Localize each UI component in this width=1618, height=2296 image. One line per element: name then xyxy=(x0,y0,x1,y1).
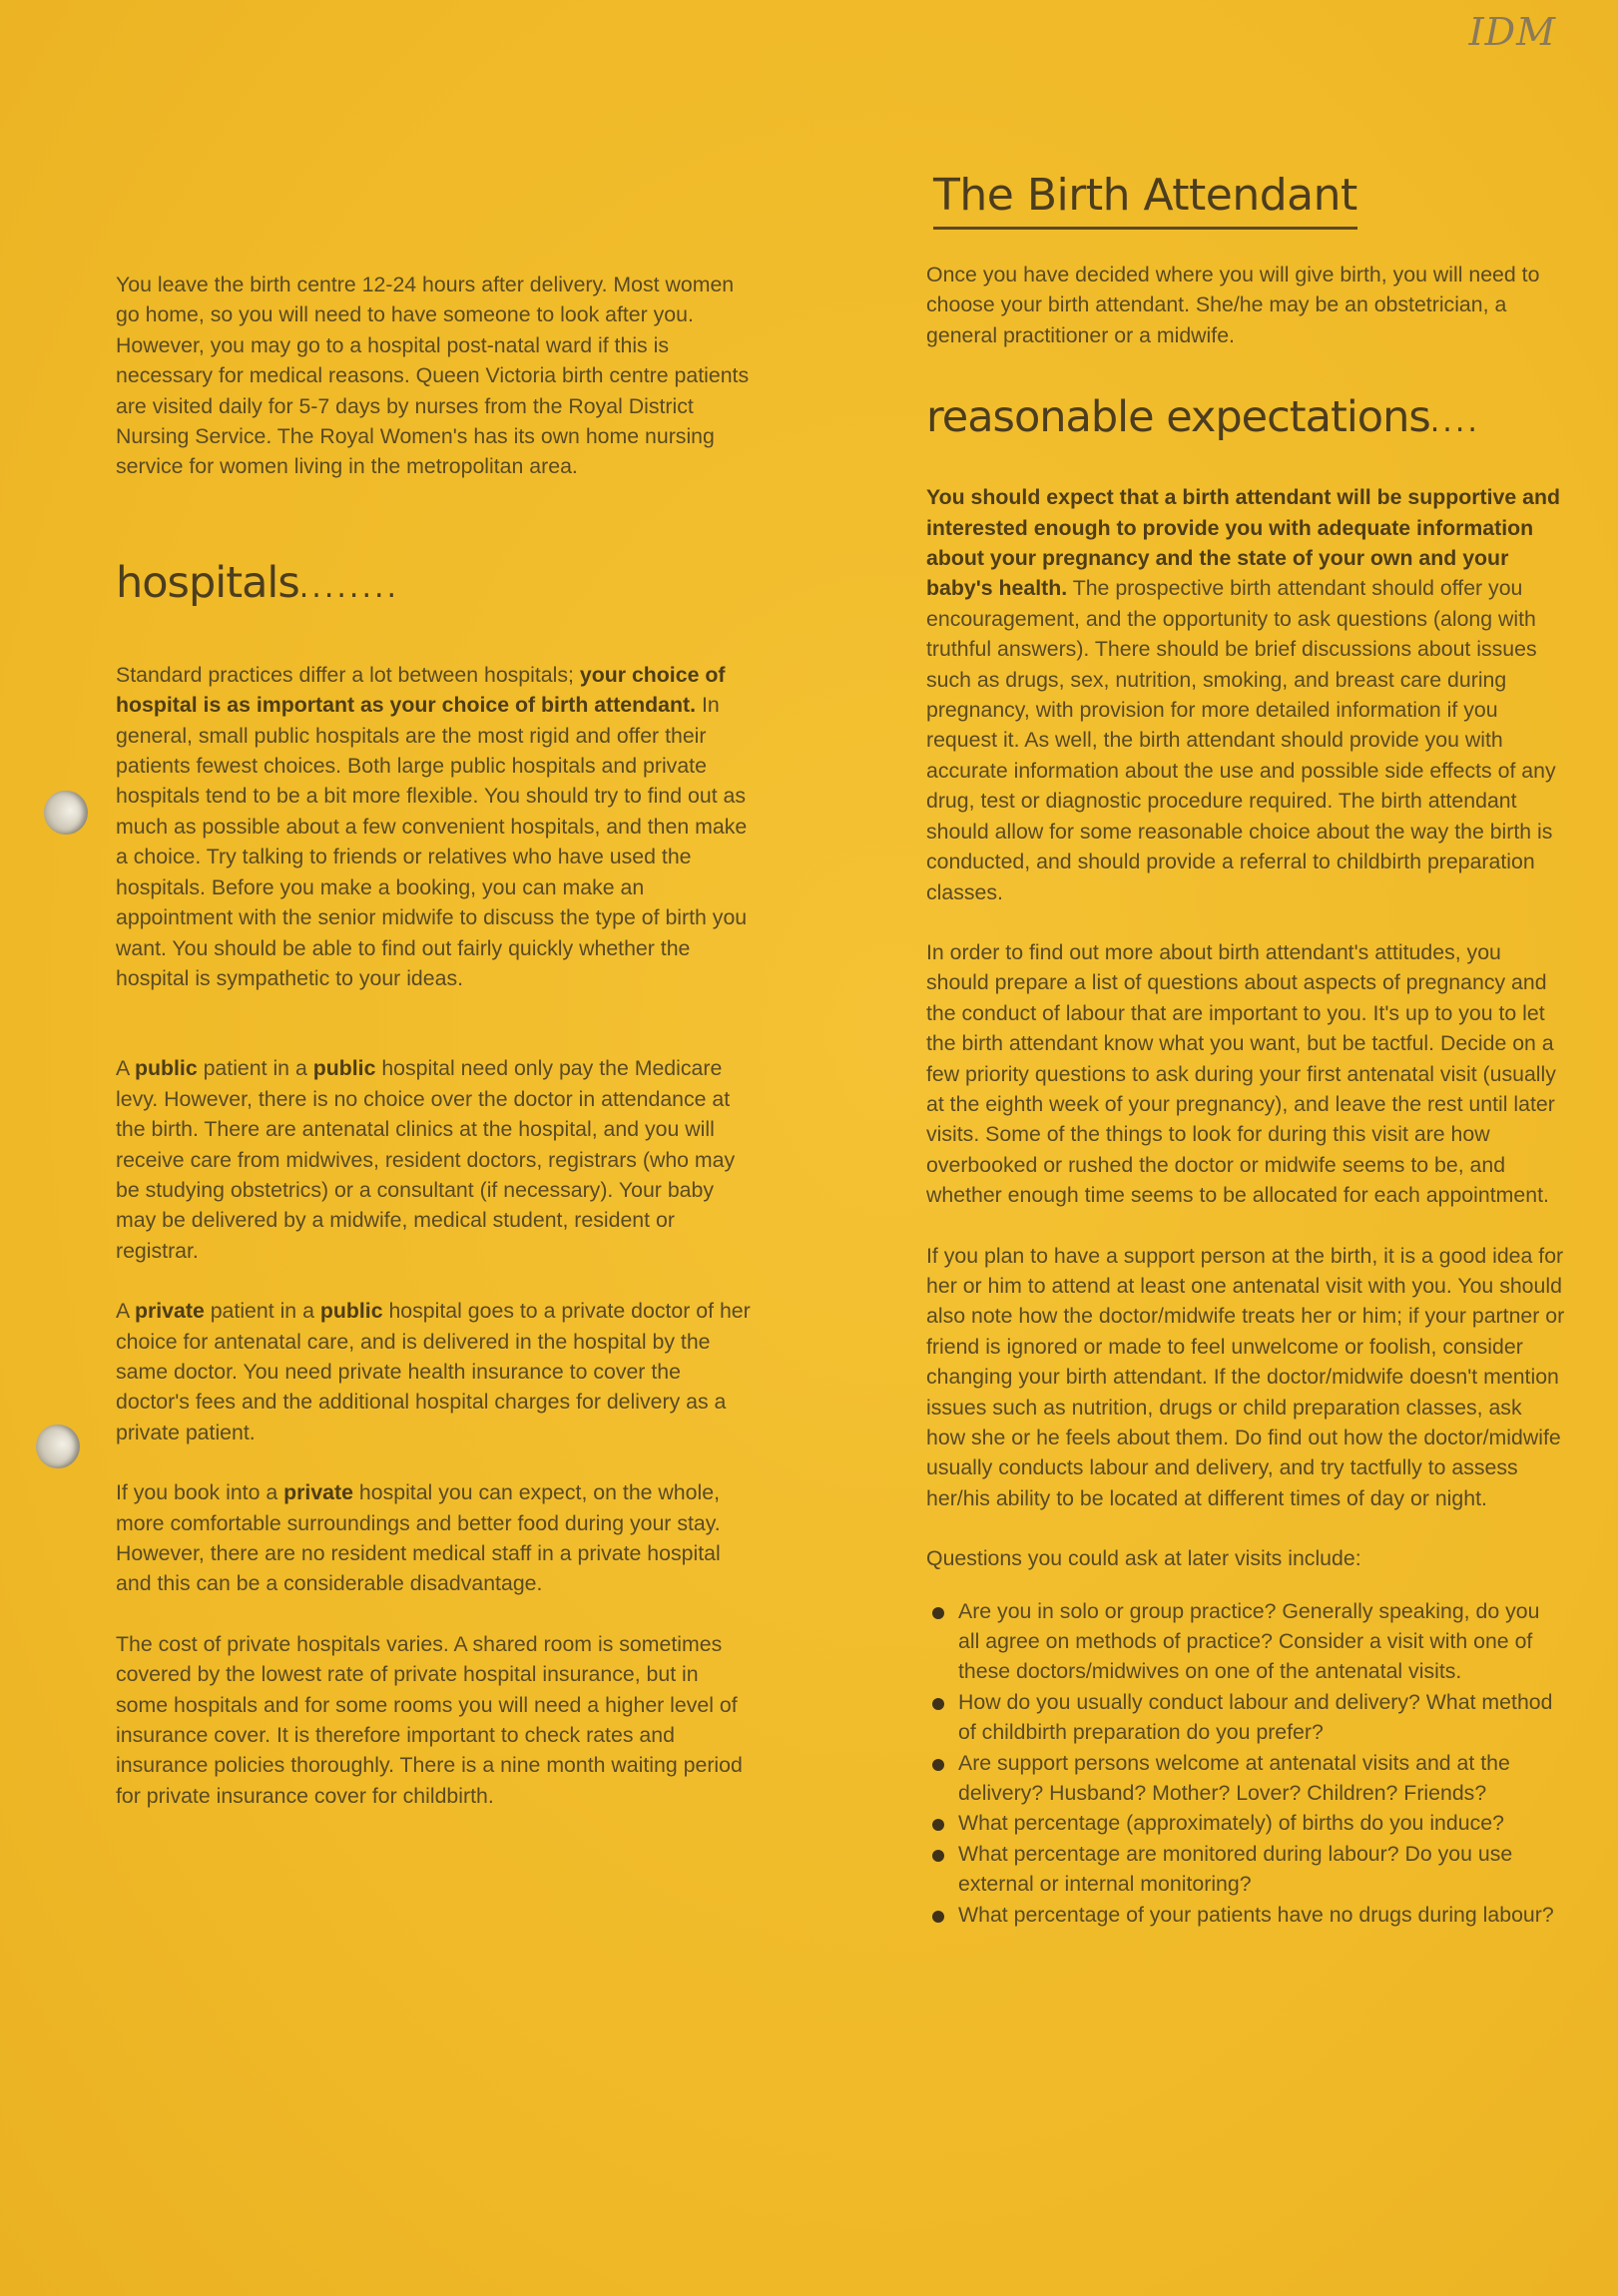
text-run: In general, small public hospitals are the most rigid and offer their patients fewest choices. Both large public hospitals and private hospitals tend to be a bit more flexible. You should try to find out as much as possible about a few convenient hospitals, and then make a choice. Try talking to friends or relatives who have used the hospitals. Before you make a booking, you can make an appointment with the senior midwife to discuss the type of birth you want. You should be able to find out fairly quickly whether the hospital is sympathetic to your ideas. xyxy=(116,693,748,990)
text-run: If you book into a xyxy=(116,1480,284,1505)
private-hospital-paragraph xyxy=(116,1477,755,1599)
text-run: Standard practices differ a lot between hospitals; xyxy=(116,662,580,687)
cost-paragraph: The cost of private hospitals varies. A shared room is sometimes covered by the lowest rate of private hospital insurance, but in some hospitals and for some rooms you will need a higher level of insurance cover. It is therefore important to check rates and insurance policies thoroughly. There is a nine month waiting period for private insurance cover for childbirth. xyxy=(116,1631,743,1808)
list-item: What percentage are monitored during labour? Do you use external or internal monitoring? xyxy=(932,1839,1565,1900)
list-item: Are support persons welcome at antenatal visits and at the delivery? Husband? Mother? Lover? Children? Friends? xyxy=(932,1748,1565,1809)
text-run: A xyxy=(116,1299,135,1324)
hospitals-heading-text: hospitals xyxy=(116,557,299,608)
bold-run: private xyxy=(283,1480,353,1505)
text-run: hospital goes to a private doctor of her choice for antenatal care, and is delivered in the hospital by the same doctor. You need private health insurance to cover the doctor's fees and the additional hospital charges for delivery as a private patient. xyxy=(116,1299,751,1444)
right-column xyxy=(926,170,1565,1930)
text-run: hospital need only pay the Medicare levy. However, there is no choice over the doctor in attendance at the birth. There are antenatal clinics at the hospital, and you will receive care from midwives, resident doctors, registrars (who may be studying obstetrics) or a consultant (if necessary). Your baby may be delivered by a midwife, medical student, resident or registrar. xyxy=(116,1056,736,1263)
support-person-paragraph: If you plan to have a support person at the birth, it is a good idea for her or him to attend at least one antenatal visit with you. You should also note how the doctor/midwife treats her or him; if your partner or friend is ignored or made to feel unwelcome or foolish, consider changing your birth attendant. If the doctor/midwife doesn't mention issues such as nutrition, drugs or child preparation classes, ask how she or he feels about them. Do find out how the doctor/midwife usually conducts labour and delivery, and try tactfully to assess her/his ability to be located at different times of day or night. xyxy=(926,1243,1565,1510)
text-run: patient in a xyxy=(204,1299,320,1324)
birth-centre-paragraph: You leave the birth centre 12-24 hours after delivery. Most women go home, so you will need to have someone to look after you. However, you may go to a hospital post-natal ward if this is necessary for medical reasons. Queen Victoria birth centre patients are visited daily for 5-7 days by nurses from the Royal District Nursing Service. The Royal Women's has its own home nursing service for women living in the metropolitan area. xyxy=(116,273,750,479)
list-item: Are you in solo or group practice? Generally speaking, do you all agree on methods of practice? Consider a visit with one of these doctors/midwives on one of the antenatal visits. xyxy=(932,1596,1565,1687)
questions-list xyxy=(926,1596,1565,1930)
list-item: What percentage (approximately) of births do you induce? xyxy=(932,1808,1565,1838)
text-run: A xyxy=(116,1056,135,1081)
birth-attendant-intro: Once you have decided where you will give birth, you will need to choose your birth attendant. She/he may be an obstetrician, a general practitioner or a midwife. xyxy=(926,263,1540,347)
later-visits-lead: Questions you could ask at later visits include: xyxy=(926,1546,1361,1571)
text-run: hospital you can expect, on the whole, more comfortable surroundings and better food during your stay. However, there are no resident medical staff in a private hospital and this can be a considerable disadvantage. xyxy=(116,1480,721,1596)
bold-run: You should expect that a birth attendant will be supportive and interested enough to provide you with adequate information about your pregnancy and the state of your own and your baby's health. xyxy=(926,485,1561,601)
bold-run: private xyxy=(134,1299,205,1324)
bold-run: public xyxy=(134,1056,198,1081)
expectations-paragraph xyxy=(926,482,1565,907)
punch-hole-upper xyxy=(44,791,88,835)
public-patient-paragraph xyxy=(116,1053,755,1266)
text-run: The prospective birth attendant should offer you encouragement, and the opportunity to ask questions (along with truthful answers). There should be brief discussions about issues such as drugs, sex, nutrition, smoking, and breast care during pregnancy, with provision for more detailed information if you request it. As well, the birth attendant should provide you with accurate information about the use and possible side effects of any drug, test or diagnostic procedure required. The birth attendant should allow for some reasonable choice about the way the birth is conducted, and should provide a referral to childbirth preparation classes. xyxy=(926,576,1556,904)
list-item: How do you usually conduct labour and delivery? What method of childbirth preparation do you prefer? xyxy=(932,1687,1565,1748)
expectations-heading xyxy=(926,392,1565,442)
expectations-heading-dots: .... xyxy=(1429,404,1480,440)
expectations-heading-text: reasonable expectations xyxy=(926,392,1430,443)
list-item: What percentage of your patients have no drugs during labour? xyxy=(932,1900,1565,1930)
birth-attendant-title: The Birth Attendant xyxy=(933,170,1357,230)
bold-run: public xyxy=(319,1299,383,1324)
private-patient-paragraph xyxy=(116,1296,755,1447)
hospitals-heading-dots: ........ xyxy=(298,569,400,605)
left-column xyxy=(116,270,755,1811)
bold-run: public xyxy=(312,1056,376,1081)
bold-run: your choice of hospital is as important as your choice of birth attendant. xyxy=(116,662,726,718)
handwritten-initials: IDM xyxy=(1468,10,1556,54)
hospitals-paragraph-1 xyxy=(116,660,755,993)
text-run: patient in a xyxy=(197,1056,313,1081)
questions-paragraph: In order to find out more about birth attendant's attitudes, you should prepare a list of questions about aspects of pregnancy and the conduct of labour that are important to you. It's up to you to let the birth attendant know what you want, but be tactful. Decide on a few priority questions to ask during your first antenatal visit (usually at the eighth week of your pregnancy), and leave the rest until later visits. Some of the things to look for during this visit are how overbooked or rushed the doctor or midwife seems to be, and whether enough time seems to be allocated for each appointment. xyxy=(926,939,1556,1208)
hospitals-heading xyxy=(116,558,755,608)
punch-hole-lower xyxy=(36,1425,80,1468)
